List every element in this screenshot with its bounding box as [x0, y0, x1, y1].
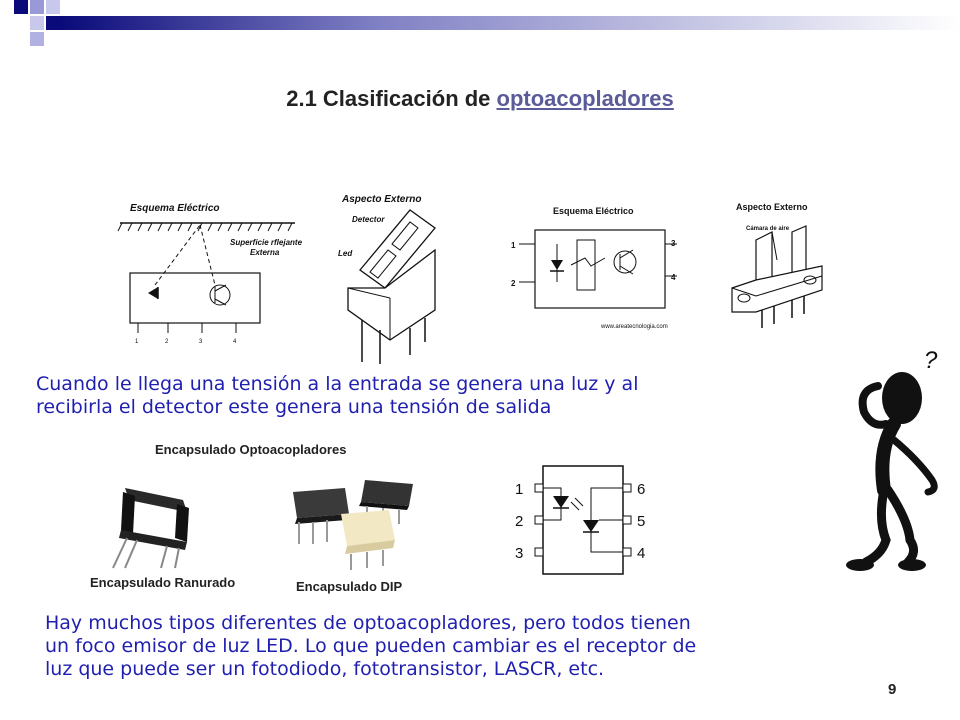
svg-text:3: 3: [199, 339, 203, 345]
dip-pin-1: 1: [515, 481, 524, 498]
svg-text:4: 4: [233, 339, 237, 345]
svg-text:Esquema Eléctrico: Esquema Eléctrico: [553, 206, 634, 216]
svg-text:3: 3: [671, 239, 676, 248]
types-line-1: Hay muchos tipos diferentes de optoacopladores, pero todos tienen: [45, 612, 691, 634]
schematic-reflective: [110, 195, 305, 345]
svg-text:www.areatecnologia.com: www.areatecnologia.com: [601, 324, 668, 330]
svg-text:?: ?: [924, 347, 938, 374]
dip-pin-6: 6: [637, 481, 646, 498]
explanation-paragraph: [36, 373, 836, 419]
svg-text:2: 2: [511, 279, 516, 288]
reflective-sensor-drawing: [330, 190, 460, 365]
dip-pin-2: 2: [515, 513, 524, 530]
svg-text:Led: Led: [338, 249, 353, 258]
svg-text:Superficie rflejante: Superficie rflejante: [230, 238, 303, 247]
title-prefix: 2.1 Clasificación de: [286, 86, 497, 111]
schematic-slotted: [505, 200, 685, 335]
dip-package-photo: [285, 470, 425, 575]
thinking-figure-illustration: [838, 340, 960, 580]
slotted-package-photo: [95, 470, 225, 570]
types-line-2: un foco emisor de luz LED. Lo que pueden cambiar es el receptor de: [45, 635, 697, 657]
schematic-label: Esquema Eléctrico: [130, 203, 220, 214]
svg-text:Cámara de aire: Cámara de aire: [746, 226, 790, 232]
explanation-line-2: recibirla el detector este genera una tensión de salida: [36, 396, 552, 418]
title-link[interactable]: optoacopladores: [496, 86, 674, 111]
dip-pin-3: 3: [515, 545, 524, 562]
svg-text:Aspecto Externo: Aspecto Externo: [342, 194, 422, 205]
slide-title: [0, 86, 960, 112]
packages-heading: Encapsulado Optoacopladores: [155, 442, 347, 457]
svg-text:Detector: Detector: [352, 215, 385, 224]
svg-text:2: 2: [165, 339, 169, 345]
page-number: 9: [888, 681, 897, 698]
svg-text:1: 1: [135, 339, 139, 345]
dip-pin-5: 5: [637, 513, 646, 530]
dip-package-label: Encapsulado DIP: [296, 579, 403, 594]
types-line-3: luz que puede ser un fotodiodo, fototransistor, LASCR, etc.: [45, 658, 605, 680]
slotted-package-label: Encapsulado Ranurado: [90, 575, 236, 590]
svg-text:4: 4: [671, 273, 676, 282]
svg-text:Aspecto Externo: Aspecto Externo: [736, 202, 808, 212]
slotted-sensor-drawing: [722, 200, 837, 330]
svg-text:1: 1: [511, 241, 516, 250]
dip-pin-4: 4: [637, 545, 646, 562]
dip-pinout-diagram: [505, 462, 655, 580]
explanation-line-1: Cuando le llega una tensión a la entrada se genera una luz y al: [36, 373, 639, 395]
svg-text:Externa: Externa: [250, 248, 280, 257]
header-decoration: [0, 0, 960, 50]
types-paragraph: [45, 612, 885, 681]
